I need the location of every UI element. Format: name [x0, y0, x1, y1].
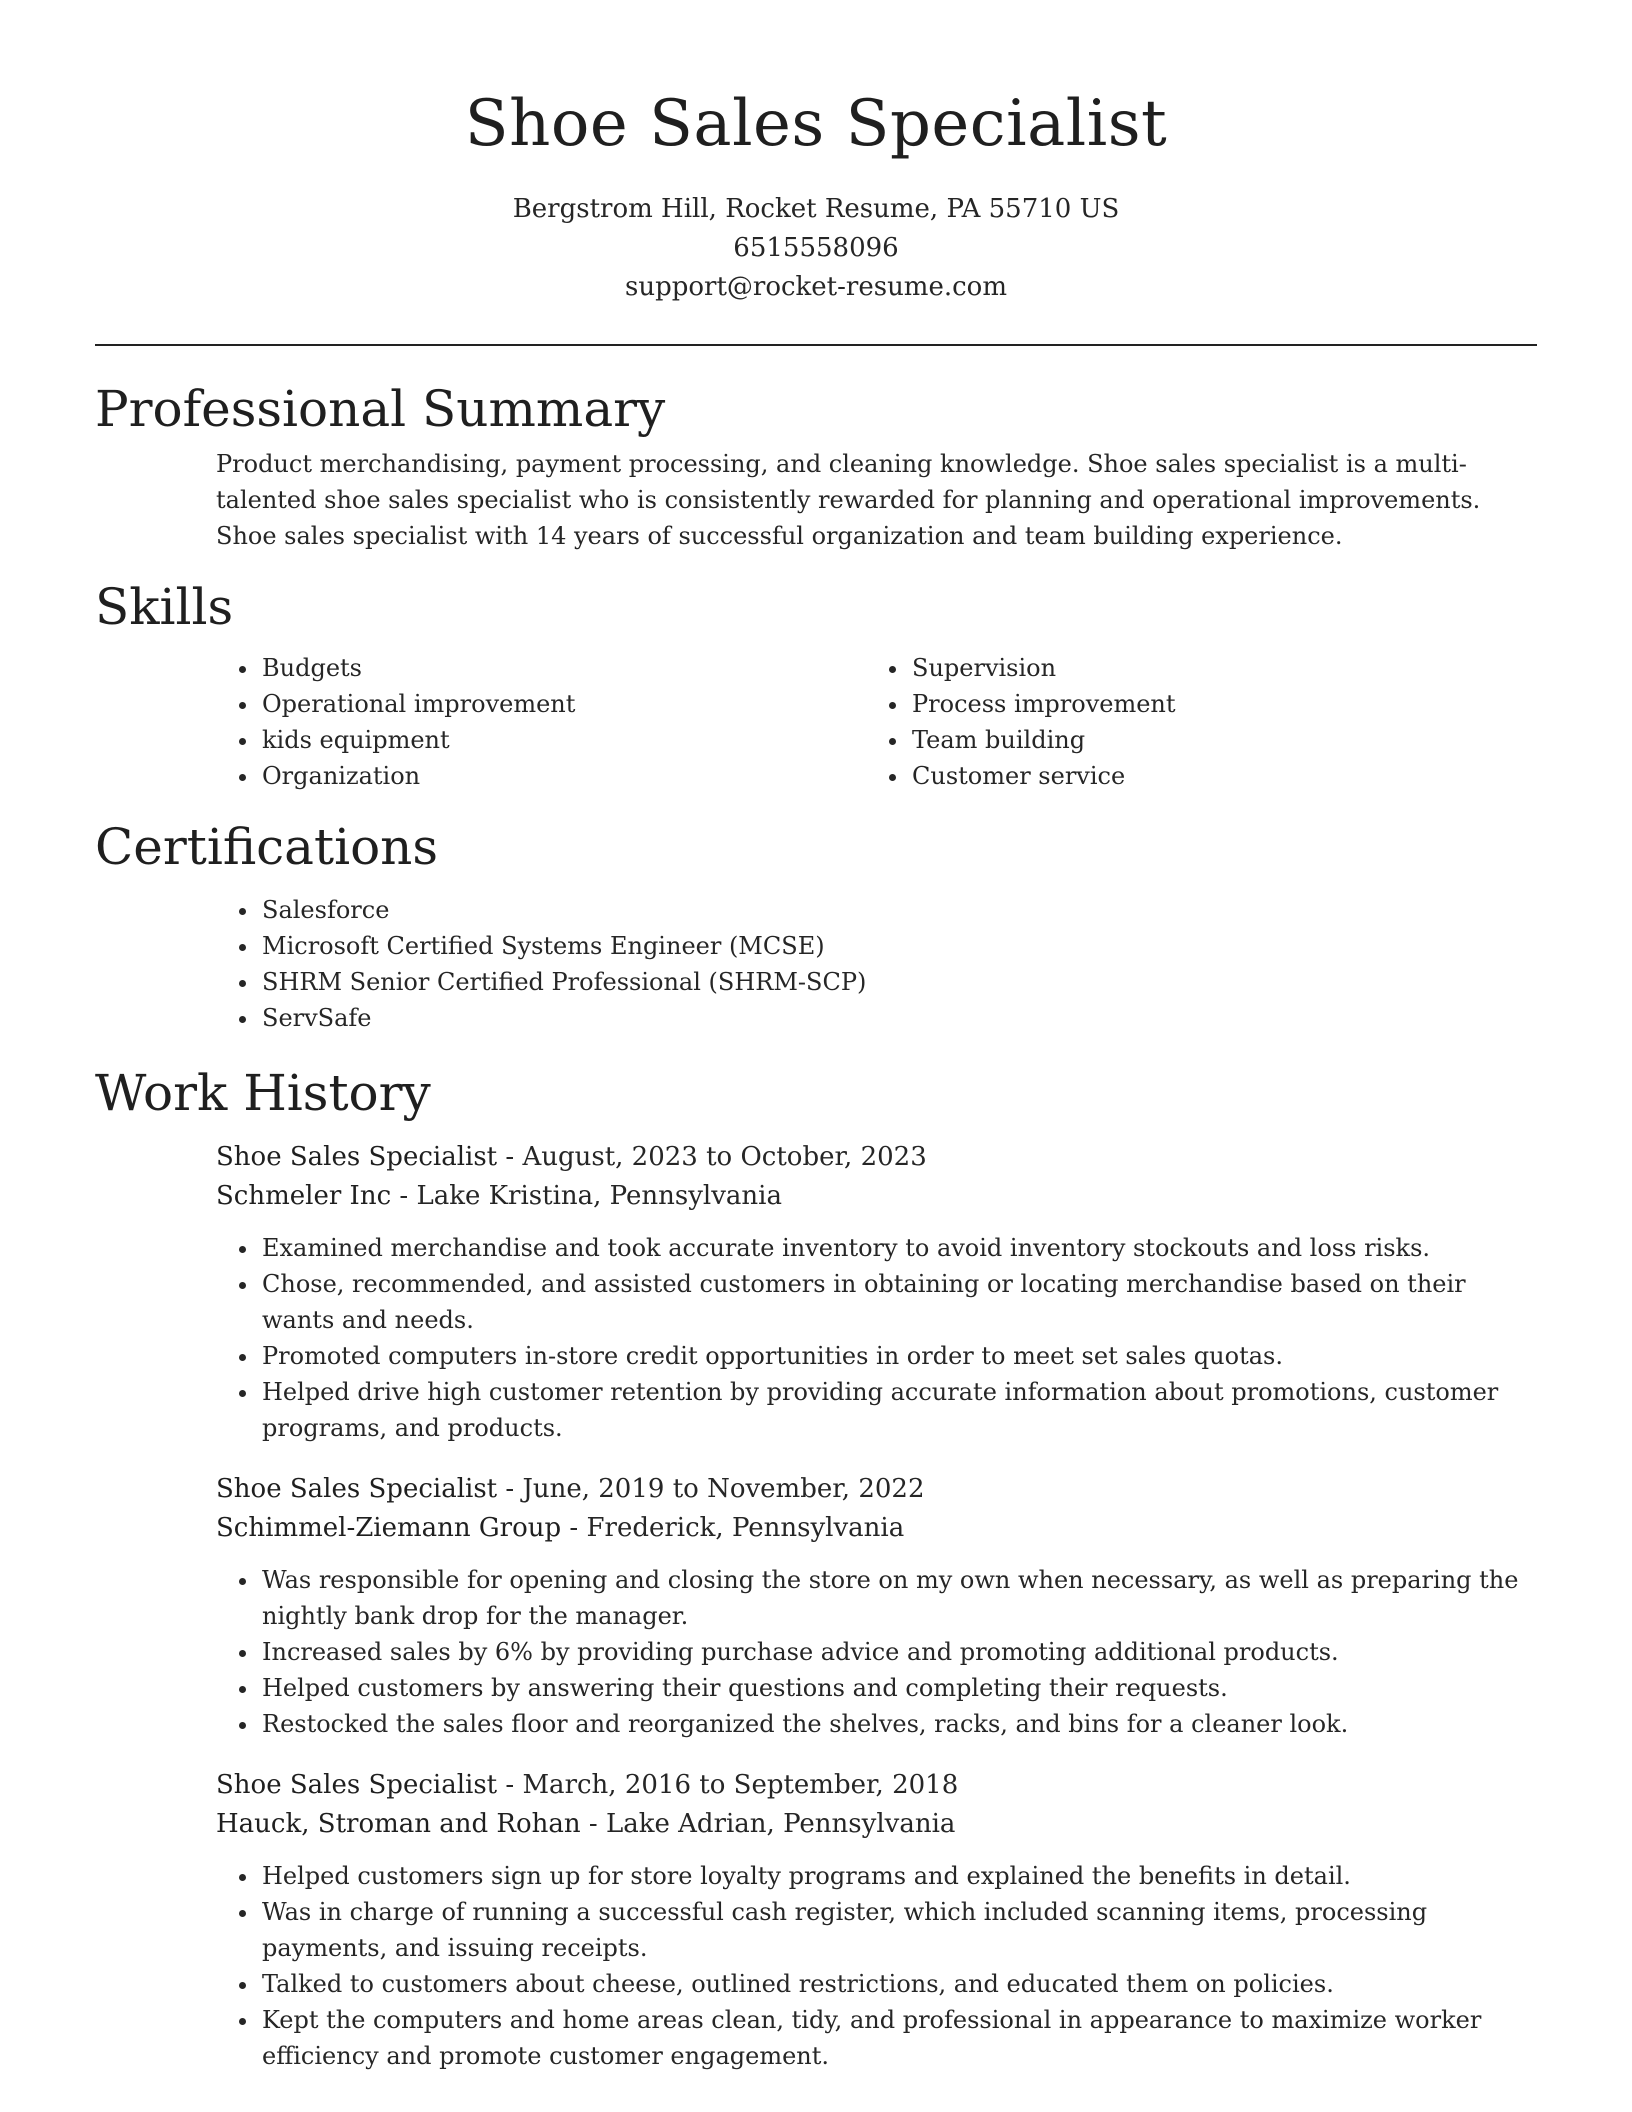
job-entry — [216, 1766, 1537, 2074]
job-company: Schimmel-Ziemann Group — [216, 1513, 562, 1543]
job-bullet: • Promoted computers in-store credit opportunities in order to meet set sales quotas. — [260, 1338, 1537, 1374]
summary-heading: Professional Summary — [95, 380, 666, 438]
job-bullets — [216, 1858, 1537, 2074]
job-bullet: • Examined merchandise and took accurate inventory to avoid inventory stockouts and loss risks. — [260, 1230, 1537, 1266]
contact-address: Bergstrom Hill, Rocket Resume, PA 55710 US — [512, 194, 1120, 224]
skill-item: • Operational improvement — [260, 686, 866, 722]
contact-email: support@rocket-resume.com — [624, 272, 1007, 302]
job-bullet: • Helped drive high customer retention by providing accurate information about promotions, customer programs, and products. — [260, 1374, 1537, 1446]
job-bullet: • Kept the computers and home areas clean, tidy, and professional in appearance to maximize worker efficiency and promote customer engagement. — [260, 2002, 1537, 2074]
contact-phone: 6515558096 — [733, 233, 899, 263]
job-bullet: • Was responsible for opening and closing the store on my own when necessary, as well as preparing the nightly bank drop for the manager. — [260, 1562, 1537, 1634]
job-title: Shoe Sales Specialist — [216, 1142, 498, 1172]
job-title-line — [216, 1470, 1537, 1509]
summary-section — [95, 378, 1537, 554]
skill-item: • Supervision — [910, 650, 1516, 686]
job-bullet: • Chose, recommended, and assisted customers in obtaining or locating merchandise based on their wants and needs. — [260, 1266, 1537, 1338]
job-bullets — [216, 1230, 1537, 1446]
job-title-line — [216, 1766, 1537, 1805]
job-bullet: • Helped customers sign up for store loyalty programs and explained the benefits in detail. — [260, 1858, 1537, 1894]
job-company: Hauck, Stroman and Rohan — [216, 1809, 581, 1839]
skill-item: • Budgets — [260, 650, 866, 686]
certification-item: • Salesforce — [260, 892, 1537, 928]
job-entry — [216, 1138, 1537, 1446]
job-title: Shoe Sales Specialist — [216, 1474, 498, 1504]
certification-item: • ServSafe — [260, 1000, 1537, 1036]
skill-item: • kids equipment — [260, 722, 866, 758]
skills-heading: Skills — [95, 578, 234, 636]
job-title: Shoe Sales Specialist — [216, 1770, 498, 1800]
skills-section — [95, 576, 1537, 794]
resume-page — [95, 0, 1537, 2074]
job-location: - Lake Adrian, Pennsylvania — [580, 1809, 956, 1839]
certifications-list — [216, 892, 1537, 1036]
certification-item: • Microsoft Certified Systems Engineer (MCSE) — [260, 928, 1537, 964]
job-bullets — [216, 1562, 1537, 1742]
skill-item: • Team building — [910, 722, 1516, 758]
candidate-name: Shoe Sales Specialist — [464, 87, 1168, 161]
job-dates: - June, 2019 to November, 2022 — [497, 1474, 925, 1504]
work-history-section — [95, 1062, 1537, 2074]
skills-column-left — [216, 650, 866, 794]
work-history-heading: Work History — [95, 1064, 431, 1122]
skill-item: • Customer service — [910, 758, 1516, 794]
job-dates: - March, 2016 to September, 2018 — [497, 1770, 959, 1800]
skills-column-right — [866, 650, 1516, 794]
job-bullet: • Restocked the sales floor and reorganized the shelves, racks, and bins for a cleaner look. — [260, 1706, 1537, 1742]
job-company-line — [216, 1805, 1537, 1844]
skills-grid — [216, 650, 1537, 794]
job-bullet: • Was in charge of running a successful cash register, which included scanning items, processing payments, and issuing receipts. — [260, 1894, 1537, 1966]
job-entry — [216, 1470, 1537, 1742]
job-bullet: • Helped customers by answering their questions and completing their requests. — [260, 1670, 1537, 1706]
job-location: - Lake Kristina, Pennsylvania — [391, 1181, 782, 1211]
job-company-line — [216, 1177, 1537, 1216]
job-company-line — [216, 1509, 1537, 1548]
resume-header — [95, 0, 1537, 307]
certifications-heading: Certifications — [95, 818, 439, 876]
skill-item: • Process improvement — [910, 686, 1516, 722]
certification-item: • SHRM Senior Certified Professional (SHRM-SCP) — [260, 964, 1537, 1000]
header-divider — [95, 344, 1537, 346]
job-dates: - August, 2023 to October, 2023 — [497, 1142, 927, 1172]
certifications-section — [95, 816, 1537, 1036]
skill-item: • Organization — [260, 758, 866, 794]
job-location: - Frederick, Pennsylvania — [561, 1513, 905, 1543]
summary-text: Product merchandising, payment processing, and cleaning knowledge. Shoe sales specialist is a multi-talented shoe sales specialist who is consistently rewarded for planning and operational improvements. Shoe sales specialist with 14 years of successful organization and team building experience. — [216, 450, 1481, 550]
job-bullet: • Talked to customers about cheese, outlined restrictions, and educated them on policies. — [260, 1966, 1537, 2002]
job-title-line — [216, 1138, 1537, 1177]
job-bullet: • Increased sales by 6% by providing purchase advice and promoting additional products. — [260, 1634, 1537, 1670]
job-company: Schmeler Inc — [216, 1181, 392, 1211]
